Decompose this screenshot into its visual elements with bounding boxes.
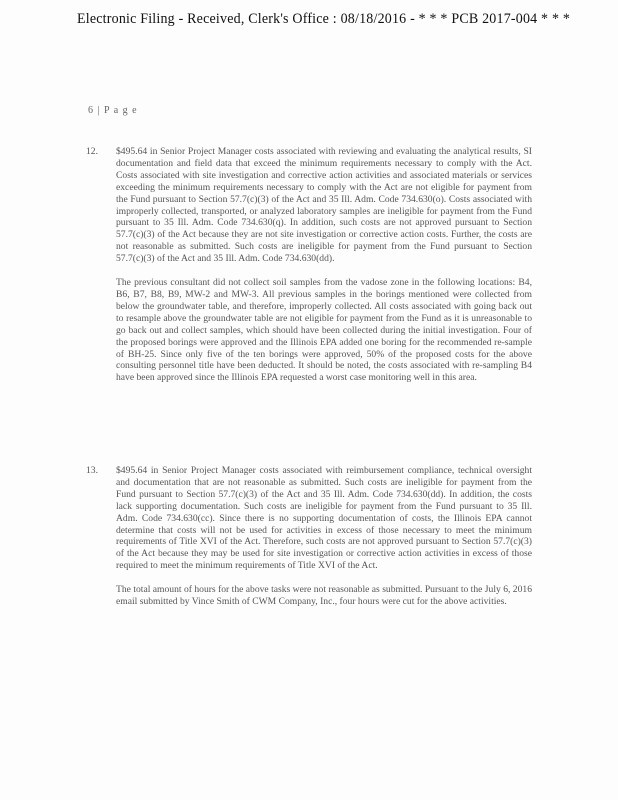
item-paragraph: The total amount of hours for the above tasks were not reasonable as submitted. Pursuant to the July 6, 2016 email submitted by Vince Smith of CWM Company, Inc., four hours were cut for the above activities. [116,584,532,608]
item-number: 12. [86,146,98,157]
item-number: 13. [86,465,98,476]
item-paragraph: $495.64 in Senior Project Manager costs associated with reviewing and evaluating the analytical results, SI documentation and field data that exceed the minimum requirements necessary to comply with the Act. Costs associated with site investigation and corrective action activities and associated materials or services exceeding the minimum requirements necessary to comply with the Act are not eligible for payment from the Fund pursuant to Section 57.7(c)(3) of the Act and 35 Ill. Adm. Code 734.630(o). Costs associated with improperly collected, transported, or analyzed laboratory samples are ineligible for payment from the Fund pursuant to 35 Ill. Adm. Code 734.630(q). In addition, such costs are not approved pursuant to Section 57.7(c)(3) of the Act because they are not site investigation or corrective action costs. Further, the costs are not reasonable as submitted. Such costs are ineligible for payment from the Fund pursuant to Section 57.7(c)(3) of the Act and 35 Ill. Adm. Code 734.630(dd). [116,146,532,265]
page-number: 6 | P a g e [88,105,138,116]
item-paragraph: The previous consultant did not collect soil samples from the vadose zone in the following locations: B4, B6, B7, B8, B9, MW-2 and MW-3. All previous samples in the borings mentioned were collected from below the groundwater table, and therefore, improperly collected. All costs associated with going back out to resample above the groundwater table are not eligible for payment from the Fund as it is unreasonable to go back out and collect samples, which should have been collected during the initial investigation. Four of the proposed borings were approved and the Illinois EPA added one boring for the recommended re-sample of BH-25. Since only five of the ten borings were approved, 50% of the proposed costs for the above consulting personnel title have been deducted. It should be noted, the costs associated with re-sampling B4 have been approved since the Illinois EPA requested a worst case monitoring well in this area. [116,277,532,384]
numbered-item-12 [86,146,532,384]
item-paragraph: $495.64 in Senior Project Manager costs associated with reimbursement compliance, technical oversight and documentation that are not reasonable as submitted. Such costs are ineligible for payment from the Fund pursuant to Section 57.7(c)(3) of the Act and 35 Ill. Adm. Code 734.630(dd). In addition, the costs lack supporting documentation. Such costs are ineligible for payment from the Fund pursuant to 35 Ill. Adm. Code 734.630(cc). Since there is no supporting documentation of costs, the Illinois EPA cannot determine that costs will not be used for activities in excess of those necessary to meet the minimum requirements of Title XVI of the Act. Therefore, such costs are not approved pursuant to Section 57.7(c)(3) of the Act because they may be used for site investigation or corrective action activities in excess of those required to meet the minimum requirements of Title XVI of the Act. [116,465,532,572]
filing-stamp-header: Electronic Filing - Received, Clerk's Office : 08/18/2016 - * * * PCB 2017-004 * * * [77,11,571,28]
numbered-item-13 [86,465,532,608]
